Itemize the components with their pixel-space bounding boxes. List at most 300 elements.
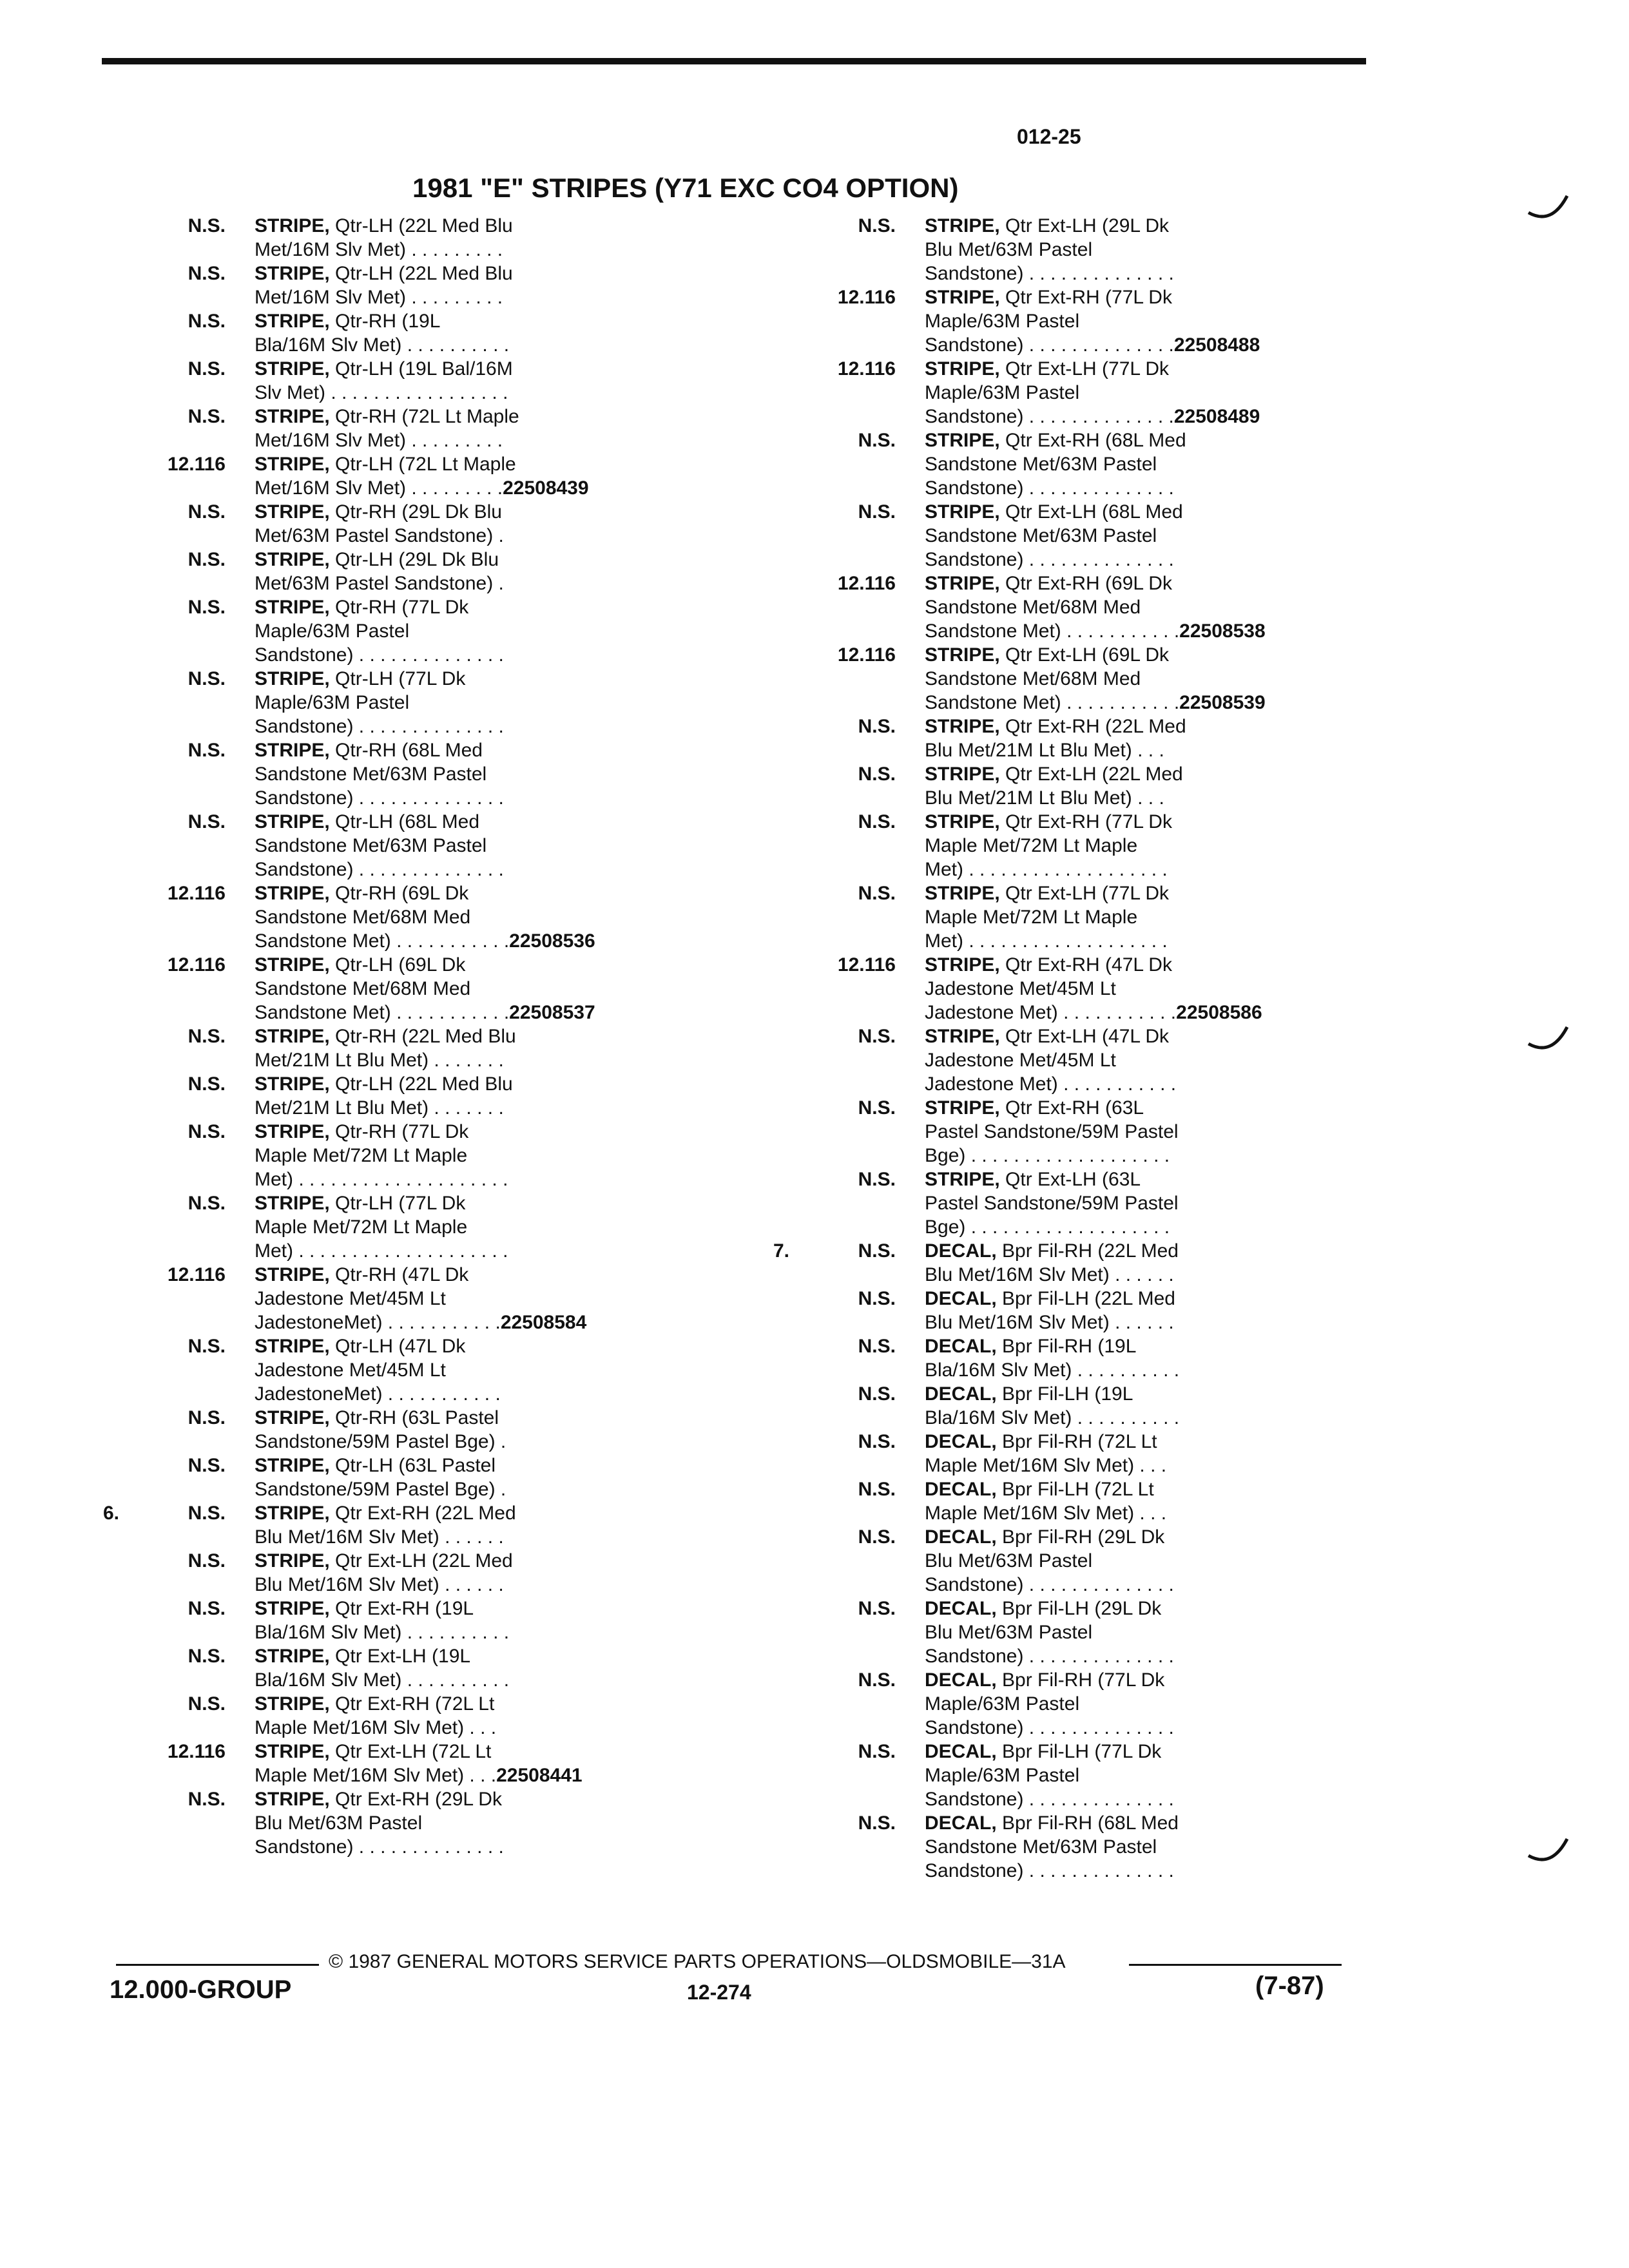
parts-entry (103, 262, 767, 309)
description-line (255, 285, 767, 309)
parts-entry (773, 1668, 1385, 1740)
line-text: Bla/16M Slv Met) . . . . . . . . . . (255, 1669, 510, 1691)
reference-code: N.S. (188, 1407, 226, 1428)
part-keyword: STRIPE, (255, 1598, 330, 1619)
part-description (255, 309, 767, 357)
parts-entry (773, 1477, 1385, 1525)
footer-rule-right (1129, 1964, 1342, 1966)
line-text: Met) . . . . . . . . . . . . . . . . . . . (925, 859, 1168, 880)
part-keyword: STRIPE, (255, 263, 330, 284)
line-text: Sandstone) . . . . . . . . . . . . . . (925, 334, 1174, 356)
line-text: Blu Met/63M Pastel (255, 1812, 423, 1834)
reference-code: 12.116 (837, 287, 896, 308)
footer-date: (7-87) (1255, 1972, 1324, 2000)
description-line (925, 1787, 1385, 1811)
description-line (255, 428, 767, 452)
description-line (925, 1048, 1385, 1072)
line-text: Blu Met/16M Slv Met) . . . . . . (925, 1264, 1174, 1285)
part-keyword: STRIPE, (255, 1193, 330, 1214)
parts-entry (103, 1024, 767, 1072)
line-text: Qtr Ext-LH (19L (335, 1646, 471, 1667)
line-text: Qtr Ext-LH (29L Dk (1005, 215, 1169, 236)
part-keyword: STRIPE, (255, 1646, 330, 1667)
part-number: 22508537 (509, 1002, 595, 1023)
description-line (255, 1525, 767, 1549)
part-keyword: STRIPE, (925, 883, 1000, 904)
description-line (255, 1024, 767, 1048)
line-text: Qtr Ext-LH (63L (1005, 1169, 1141, 1190)
part-keyword: STRIPE, (255, 1336, 330, 1357)
line-text: Sandstone Met/68M Med (925, 597, 1141, 618)
part-keyword: STRIPE, (255, 406, 330, 427)
description-line (925, 405, 1385, 428)
reference-code: N.S. (858, 764, 896, 785)
part-description (255, 357, 767, 405)
description-line (925, 285, 1385, 309)
part-description (255, 1334, 767, 1406)
part-keyword: STRIPE, (255, 1789, 330, 1810)
parts-entry (773, 357, 1385, 428)
line-text: Maple Met/16M Slv Met) . . . (925, 1455, 1167, 1476)
line-text: Pastel Sandstone/59M Pastel (925, 1121, 1179, 1142)
description-line (255, 1501, 767, 1525)
parts-entry (103, 1454, 767, 1501)
description-line (925, 1454, 1385, 1477)
description-line (255, 500, 767, 524)
footer-copyright: © 1987 GENERAL MOTORS SERVICE PARTS OPERATIONS—OLDSMOBILE—31A (329, 1951, 1066, 1972)
description-line (255, 1382, 767, 1406)
description-line (925, 929, 1385, 953)
line-text: Maple Met/72M Lt Maple (925, 907, 1138, 928)
part-description (255, 1644, 767, 1692)
description-line (255, 1740, 767, 1763)
description-line (925, 309, 1385, 333)
description-line (255, 381, 767, 405)
description-line (255, 309, 767, 333)
part-keyword: STRIPE, (255, 1026, 330, 1047)
part-keyword: STRIPE, (255, 1455, 330, 1476)
line-text: JadestoneMet) . . . . . . . . . . . (255, 1383, 501, 1405)
part-keyword: STRIPE, (255, 358, 330, 380)
description-line (255, 1787, 767, 1811)
part-number: 22508489 (1173, 406, 1260, 427)
description-line (925, 1763, 1385, 1787)
line-text: Sandstone Met/63M Pastel (925, 525, 1157, 546)
description-line (255, 1311, 767, 1334)
reference-code: 12.116 (167, 1741, 226, 1762)
part-description (255, 667, 767, 738)
line-text: Qtr Ext-LH (47L Dk (1005, 1026, 1169, 1047)
line-text: Bge) . . . . . . . . . . . . . . . . . . . (925, 1145, 1170, 1166)
parts-entry (773, 572, 1385, 643)
description-line (925, 786, 1385, 810)
reference-code: N.S. (188, 1693, 226, 1715)
part-description (925, 1334, 1385, 1382)
line-text: Maple Met/16M Slv Met) . . . (255, 1765, 497, 1786)
description-line (255, 1620, 767, 1644)
line-text: Sandstone Met/68M Med (255, 907, 471, 928)
line-text: Sandstone) . . . . . . . . . . . . . . (925, 1717, 1174, 1738)
description-line (925, 1287, 1385, 1311)
description-line (255, 1120, 767, 1144)
line-text: Qtr-RH (77L Dk (335, 1121, 469, 1142)
line-text: Blu Met/63M Pastel (925, 1550, 1093, 1571)
line-text: Bpr Fil-RH (22L Med (1002, 1240, 1179, 1262)
description-line (925, 1859, 1385, 1883)
part-description (255, 214, 767, 262)
part-keyword: STRIPE, (925, 1026, 1000, 1047)
line-text: Qtr-LH (22L Med Blu (335, 263, 513, 284)
line-text: Sandstone Met/63M Pastel (255, 764, 487, 785)
line-text: Met) . . . . . . . . . . . . . . . . . . . . (255, 1169, 508, 1190)
description-line (255, 929, 767, 953)
line-text: Qtr-RH (69L Dk (335, 883, 469, 904)
line-text: Met/63M Pastel Sandstone) . (255, 573, 504, 594)
part-keyword: STRIPE, (255, 1407, 330, 1428)
part-keyword: STRIPE, (925, 1169, 1000, 1190)
line-text: Sandstone) . . . . . . . . . . . . . . (255, 644, 504, 666)
description-line (925, 1549, 1385, 1573)
description-line (255, 1716, 767, 1740)
description-line (255, 595, 767, 619)
description-line (925, 238, 1385, 262)
line-text: Sandstone) . . . . . . . . . . . . . . (255, 716, 504, 737)
reference-code: N.S. (858, 1169, 896, 1190)
description-line (255, 1334, 767, 1358)
reference-code: N.S. (188, 358, 226, 380)
line-text: Sandstone Met) . . . . . . . . . . . (255, 930, 510, 952)
parts-entry (103, 1740, 767, 1787)
reference-code: N.S. (188, 1193, 226, 1214)
reference-code: N.S. (188, 1455, 226, 1476)
line-text: Qtr-LH (47L Dk (335, 1336, 466, 1357)
parts-entry (773, 500, 1385, 572)
part-description (255, 1692, 767, 1740)
part-number: 22508586 (1176, 1002, 1262, 1023)
description-line (925, 1072, 1385, 1096)
description-line (925, 1716, 1385, 1740)
parts-entry (103, 500, 767, 548)
part-keyword: STRIPE, (925, 215, 1000, 236)
line-text: Qtr Ext-LH (68L Med (1005, 501, 1183, 523)
part-description (255, 1024, 767, 1072)
description-line (925, 262, 1385, 285)
description-line (255, 1549, 767, 1573)
reference-code: 12.116 (167, 954, 226, 975)
description-line (925, 953, 1385, 977)
part-keyword: STRIPE, (925, 287, 1000, 308)
description-line (925, 1573, 1385, 1597)
part-keyword: STRIPE, (925, 954, 1000, 975)
part-keyword: DECAL, (925, 1526, 997, 1548)
parts-entry (103, 1263, 767, 1334)
description-line (255, 1763, 767, 1787)
parts-entry (773, 953, 1385, 1024)
description-line (925, 977, 1385, 1001)
reference-code: N.S. (858, 1669, 896, 1691)
parts-entry (773, 762, 1385, 810)
description-line (255, 1001, 767, 1024)
reference-code: N.S. (858, 1479, 896, 1500)
line-text: Qtr-RH (19L (335, 311, 441, 332)
line-text: Met) . . . . . . . . . . . . . . . . . . . (925, 930, 1168, 952)
line-text: Jadestone Met/45M Lt (925, 978, 1116, 999)
line-text: Jadestone Met/45M Lt (255, 1360, 446, 1381)
line-text: Blu Met/21M Lt Blu Met) . . . (925, 740, 1164, 761)
description-line (255, 262, 767, 285)
reference-code: N.S. (858, 811, 896, 832)
description-line (255, 452, 767, 476)
part-keyword: STRIPE, (255, 501, 330, 523)
description-line (925, 1477, 1385, 1501)
reference-code: N.S. (858, 1741, 896, 1762)
description-line (925, 858, 1385, 881)
line-text: Blu Met/63M Pastel (925, 1622, 1093, 1643)
part-number: 22508488 (1173, 334, 1260, 356)
reference-code: N.S. (188, 1336, 226, 1357)
part-keyword: STRIPE, (925, 573, 1000, 594)
line-text: Sandstone) . . . . . . . . . . . . . . (925, 406, 1174, 427)
part-description (255, 1120, 767, 1191)
parts-entry (103, 1334, 767, 1406)
line-text: Maple/63M Pastel (255, 620, 410, 642)
line-text: Bpr Fil-RH (29L Dk (1002, 1526, 1165, 1548)
description-line (925, 1525, 1385, 1549)
part-description (925, 1477, 1385, 1525)
part-description (255, 405, 767, 452)
line-text: Qtr Ext-RH (72L Lt (335, 1693, 495, 1715)
parts-entry (103, 1597, 767, 1644)
parts-entry (103, 1072, 767, 1120)
part-description (925, 1024, 1385, 1096)
part-description (255, 953, 767, 1024)
description-line (255, 1287, 767, 1311)
reference-code: N.S. (858, 1812, 896, 1834)
line-text: Qtr Ext-RH (68L Med (1005, 430, 1186, 451)
line-text: Met/16M Slv Met) . . . . . . . . . (255, 477, 503, 499)
description-line (925, 1597, 1385, 1620)
part-description (925, 357, 1385, 428)
description-line (255, 858, 767, 881)
part-description (925, 214, 1385, 285)
reference-code: 12.116 (167, 454, 226, 475)
reference-code: N.S. (188, 311, 226, 332)
description-line (925, 452, 1385, 476)
reference-code: N.S. (188, 263, 226, 284)
part-keyword: STRIPE, (255, 1264, 330, 1285)
reference-code: N.S. (858, 1336, 896, 1357)
line-text: Met/16M Slv Met) . . . . . . . . . (255, 239, 503, 260)
description-line (255, 1454, 767, 1477)
parts-entry (103, 738, 767, 810)
description-line (925, 1334, 1385, 1358)
top-rule (102, 58, 1366, 64)
parts-entry (103, 881, 767, 953)
line-text: Bpr Fil-RH (72L Lt (1002, 1431, 1157, 1452)
line-text: Sandstone/59M Pastel Bge) . (255, 1479, 506, 1500)
description-line (925, 1501, 1385, 1525)
part-description (925, 643, 1385, 715)
description-line (255, 1191, 767, 1215)
check-mark-icon (1526, 1024, 1571, 1057)
line-text: Qtr-RH (77L Dk (335, 597, 469, 618)
reference-code: N.S. (858, 716, 896, 737)
description-line (925, 1692, 1385, 1716)
parts-entry (773, 1430, 1385, 1477)
line-text: Qtr-LH (22L Med Blu (335, 1073, 513, 1095)
line-text: Sandstone) . . . . . . . . . . . . . . (925, 1646, 1174, 1667)
line-text: Qtr-LH (29L Dk Blu (335, 549, 499, 570)
parts-entry (773, 1096, 1385, 1168)
reference-code: N.S. (188, 215, 226, 236)
description-line (255, 619, 767, 643)
reference-code: N.S. (858, 1026, 896, 1047)
parts-entry (773, 1740, 1385, 1811)
description-line (925, 643, 1385, 667)
reference-code: N.S. (858, 1097, 896, 1119)
part-description (255, 738, 767, 810)
part-keyword: STRIPE, (255, 954, 330, 975)
right-column (773, 214, 1385, 1883)
line-text: Maple/63M Pastel (925, 1765, 1080, 1786)
part-description (255, 452, 767, 500)
line-text: Bla/16M Slv Met) . . . . . . . . . . (255, 334, 510, 356)
description-line (925, 1001, 1385, 1024)
line-text: Jadestone Met/45M Lt (925, 1050, 1116, 1071)
part-description (255, 500, 767, 548)
part-keyword: STRIPE, (255, 549, 330, 570)
description-line (925, 1430, 1385, 1454)
line-text: Sandstone) . . . . . . . . . . . . . . (925, 1789, 1174, 1810)
reference-code: N.S. (188, 1121, 226, 1142)
line-text: Sandstone) . . . . . . . . . . . . . . (925, 1860, 1174, 1881)
part-number: 22508536 (509, 930, 595, 952)
description-line (925, 1215, 1385, 1239)
part-keyword: DECAL, (925, 1812, 997, 1834)
part-keyword: DECAL, (925, 1669, 997, 1691)
description-line (925, 881, 1385, 905)
line-text: Maple/63M Pastel (925, 1693, 1080, 1715)
parts-entry (773, 1811, 1385, 1883)
reference-code: N.S. (188, 1789, 226, 1810)
section-title: 1981 "E" STRIPES (Y71 EXC CO4 OPTION) (412, 173, 959, 203)
line-text: Jadestone Met) . . . . . . . . . . . (925, 1073, 1177, 1095)
reference-code: N.S. (858, 1288, 896, 1309)
parts-entry (103, 953, 767, 1024)
description-line (925, 1740, 1385, 1763)
description-line (925, 381, 1385, 405)
parts-entry (103, 667, 767, 738)
line-text: Qtr-RH (63L Pastel (335, 1407, 499, 1428)
part-description (255, 1549, 767, 1597)
part-keyword: DECAL, (925, 1741, 997, 1762)
line-text: Sandstone) . . . . . . . . . . . . . . (255, 1836, 504, 1858)
reference-code: N.S. (858, 883, 896, 904)
line-text: Qtr Ext-RH (69L Dk (1005, 573, 1172, 594)
part-keyword: STRIPE, (255, 311, 330, 332)
part-description (925, 810, 1385, 881)
parts-entry (773, 643, 1385, 715)
part-description (255, 810, 767, 881)
part-description (255, 595, 767, 667)
description-line (255, 1144, 767, 1168)
parts-entry (103, 1692, 767, 1740)
line-text: Qtr Ext-RH (77L Dk (1005, 811, 1172, 832)
description-line (255, 1406, 767, 1430)
line-text: Sandstone Met/68M Med (255, 978, 471, 999)
line-text: Met/63M Pastel Sandstone) . (255, 525, 504, 546)
description-line (925, 1239, 1385, 1263)
reference-code: N.S. (188, 1550, 226, 1571)
line-text: Sandstone) . . . . . . . . . . . . . . (255, 787, 504, 809)
description-line (255, 834, 767, 858)
line-text: Sandstone Met/63M Pastel (925, 454, 1157, 475)
line-text: Bpr Fil-RH (77L Dk (1002, 1669, 1165, 1691)
line-text: Qtr Ext-LH (77L Dk (1005, 883, 1169, 904)
line-text: Qtr-RH (29L Dk Blu (335, 501, 502, 523)
description-line (255, 715, 767, 738)
parts-entry (103, 309, 767, 357)
parts-entry (103, 1549, 767, 1597)
part-keyword: STRIPE, (255, 1550, 330, 1571)
parts-entry (103, 548, 767, 595)
line-text: Qtr-LH (22L Med Blu (335, 215, 513, 236)
part-description (255, 1263, 767, 1334)
reference-code: N.S. (188, 406, 226, 427)
description-line (925, 428, 1385, 452)
line-text: Met/16M Slv Met) . . . . . . . . . (255, 430, 503, 451)
parts-entry (773, 1525, 1385, 1597)
description-line (925, 667, 1385, 691)
line-text: Qtr Ext-RH (47L Dk (1005, 954, 1172, 975)
description-line (255, 548, 767, 572)
description-line (255, 1215, 767, 1239)
line-text: Sandstone) . . . . . . . . . . . . . . (925, 549, 1174, 570)
line-text: Qtr Ext-RH (22L Med (1005, 716, 1186, 737)
part-keyword: STRIPE, (255, 883, 330, 904)
parts-entry (773, 285, 1385, 357)
part-keyword: STRIPE, (255, 1741, 330, 1762)
line-text: Qtr Ext-LH (72L Lt (335, 1741, 492, 1762)
parts-entry (103, 1120, 767, 1191)
description-line (925, 1358, 1385, 1382)
line-text: Qtr-LH (19L Bal/16M (335, 358, 513, 380)
line-text: JadestoneMet) . . . . . . . . . . . (255, 1312, 501, 1333)
description-line (255, 762, 767, 786)
parts-entry (103, 595, 767, 667)
line-text: Bpr Fil-LH (19L (1002, 1383, 1133, 1405)
part-keyword: DECAL, (925, 1431, 997, 1452)
description-line (925, 333, 1385, 357)
description-line (255, 214, 767, 238)
line-text: Blu Met/16M Slv Met) . . . . . . (925, 1312, 1174, 1333)
part-description (925, 1740, 1385, 1811)
line-text: Qtr Ext-LH (22L Med (335, 1550, 513, 1571)
description-line (925, 834, 1385, 858)
parts-entry (773, 881, 1385, 953)
description-line (255, 691, 767, 715)
line-text: Slv Met) . . . . . . . . . . . . . . . . . (255, 382, 508, 403)
line-text: Met/21M Lt Blu Met) . . . . . . . (255, 1097, 504, 1119)
line-text: Sandstone) . . . . . . . . . . . . . . (925, 263, 1174, 284)
description-line (255, 1597, 767, 1620)
line-text: Sandstone Met/68M Med (925, 668, 1141, 689)
reference-code: 12.116 (167, 883, 226, 904)
part-description (255, 1597, 767, 1644)
parts-entry (103, 357, 767, 405)
part-description (925, 1096, 1385, 1168)
line-text: Qtr-LH (68L Med (335, 811, 480, 832)
